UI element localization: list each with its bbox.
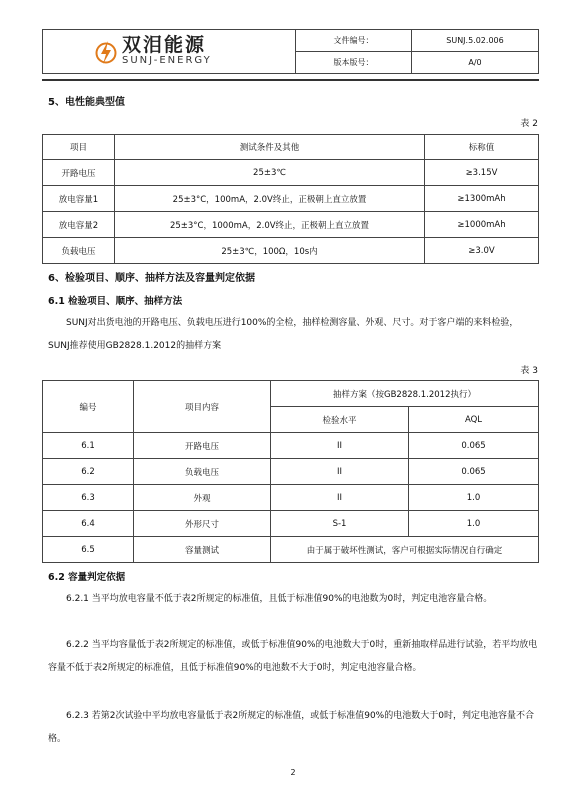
table2-cell: 25±3°C，1000mA，2.0V终止，正极朝上直立放置 bbox=[115, 212, 425, 238]
section6-2-2-text: 6.2.2 当平均容量低于表2所规定的标准值，或低于标准值90%的电池数大于0时，重新抽取样品进行试验，若平均放电容量不低于表2所规定的标准值，且低于标准值90%的电池数不大于0时，判定电池容量合格。 bbox=[48, 640, 538, 673]
table-row bbox=[43, 459, 539, 485]
table-row bbox=[43, 186, 539, 212]
table2-col-nominal: 标称值 bbox=[425, 135, 539, 160]
version-value: A/0 bbox=[412, 52, 539, 74]
lightning-logo-icon bbox=[95, 39, 117, 65]
table3-cell-note: 由于属于破坏性测试，客户可根据实际情况自行确定 bbox=[271, 537, 539, 563]
section6-title: 6、检验项目、顺序、抽样方法及容量判定依据 bbox=[48, 273, 255, 284]
table2-cell: 负载电压 bbox=[43, 238, 115, 264]
doc-no-value: SUNJ.5.02.006 bbox=[412, 30, 539, 52]
table-row bbox=[43, 537, 539, 563]
section6-2-3-text: 6.2.3 若第2次试验中平均放电容量低于表2所规定的标准值，或低于标准值90%的电池数大于0时，判定电池容量不合格。 bbox=[48, 711, 534, 744]
table-row bbox=[43, 238, 539, 264]
table3-cell: II bbox=[271, 485, 409, 511]
table3-cell: 容量测试 bbox=[134, 537, 271, 563]
table3-cell: 0.065 bbox=[409, 433, 539, 459]
company-name-cn: 双泪能源 bbox=[122, 34, 207, 56]
table3-cell: 6.1 bbox=[43, 433, 134, 459]
header-divider bbox=[42, 79, 539, 81]
doc-no-label: 文件编号： bbox=[296, 30, 412, 52]
company-name-en: SUNJ-ENERGY bbox=[122, 55, 212, 66]
document-header bbox=[42, 29, 539, 74]
table3-cell: 6.5 bbox=[43, 537, 134, 563]
table2-cell: 25±3℃，100Ω，10s内 bbox=[115, 238, 425, 264]
table-row bbox=[43, 160, 539, 186]
table2-col-condition: 测试条件及其他 bbox=[115, 135, 425, 160]
table2 bbox=[42, 134, 539, 264]
section6-2-1-text: 6.2.1 当平均放电容量不低于表2所规定的标准值，且低于标准值90%的电池数为0时，判定电池容量合格。 bbox=[66, 594, 493, 604]
section5-title: 5、电性能典型值 bbox=[48, 97, 125, 108]
table2-col-item: 项目 bbox=[43, 135, 115, 160]
table2-cell: ≥1000mAh bbox=[425, 212, 539, 238]
table3-cell: 6.4 bbox=[43, 511, 134, 537]
table3-col-plan: 抽样方案（按GB2828.1.2012执行） bbox=[271, 381, 539, 407]
page-number: 2 bbox=[290, 768, 296, 777]
section6-1-title: 6.1 检验项目、顺序、抽样方法 bbox=[48, 296, 183, 307]
version-label: 版本版号： bbox=[296, 52, 412, 74]
table3-cell: 6.2 bbox=[43, 459, 134, 485]
table2-cell: 放电容量2 bbox=[43, 212, 115, 238]
table-row bbox=[43, 511, 539, 537]
table2-cell: 开路电压 bbox=[43, 160, 115, 186]
table3-cell: S-1 bbox=[271, 511, 409, 537]
table2-header-row bbox=[43, 135, 539, 160]
table3-col-level: 检验水平 bbox=[271, 407, 409, 433]
company-logo-cell bbox=[43, 30, 296, 74]
table3-cell: 6.3 bbox=[43, 485, 134, 511]
table2-cell: 25±3°C，100mA，2.0V终止，正极朝上直立放置 bbox=[115, 186, 425, 212]
table3-cell: II bbox=[271, 433, 409, 459]
table-row bbox=[43, 212, 539, 238]
table3-caption: 表 3 bbox=[520, 366, 538, 376]
table3-col-aql: AQL bbox=[409, 407, 539, 433]
table3-header-row bbox=[43, 381, 539, 407]
table3-cell: 0.065 bbox=[409, 459, 539, 485]
table2-cell: ≥3.15V bbox=[425, 160, 539, 186]
table3-cell: 1.0 bbox=[409, 511, 539, 537]
table2-cell: ≥1300mAh bbox=[425, 186, 539, 212]
table2-cell: 放电容量1 bbox=[43, 186, 115, 212]
table3-cell: 外形尺寸 bbox=[134, 511, 271, 537]
table3-cell: 外观 bbox=[134, 485, 271, 511]
table-row bbox=[43, 433, 539, 459]
table2-caption: 表 2 bbox=[520, 119, 538, 129]
table3 bbox=[42, 380, 539, 563]
table3-col-item: 项目内容 bbox=[134, 381, 271, 433]
table3-cell: 1.0 bbox=[409, 485, 539, 511]
table3-cell: 开路电压 bbox=[134, 433, 271, 459]
table2-cell: 25±3℃ bbox=[115, 160, 425, 186]
table-row bbox=[43, 485, 539, 511]
section6-1-text: SUNJ对出货电池的开路电压、负载电压进行100%的全检，抽样检测容量、外观、尺寸。对于客户端的来料检验，SUNJ推荐使用GB2828.1.2012的抽样方案 bbox=[48, 318, 519, 351]
table2-cell: ≥3.0V bbox=[425, 238, 539, 264]
table3-cell: 负载电压 bbox=[134, 459, 271, 485]
table3-cell: II bbox=[271, 459, 409, 485]
table3-col-no: 编号 bbox=[43, 381, 134, 433]
section6-2-title: 6.2 容量判定依据 bbox=[48, 572, 126, 583]
